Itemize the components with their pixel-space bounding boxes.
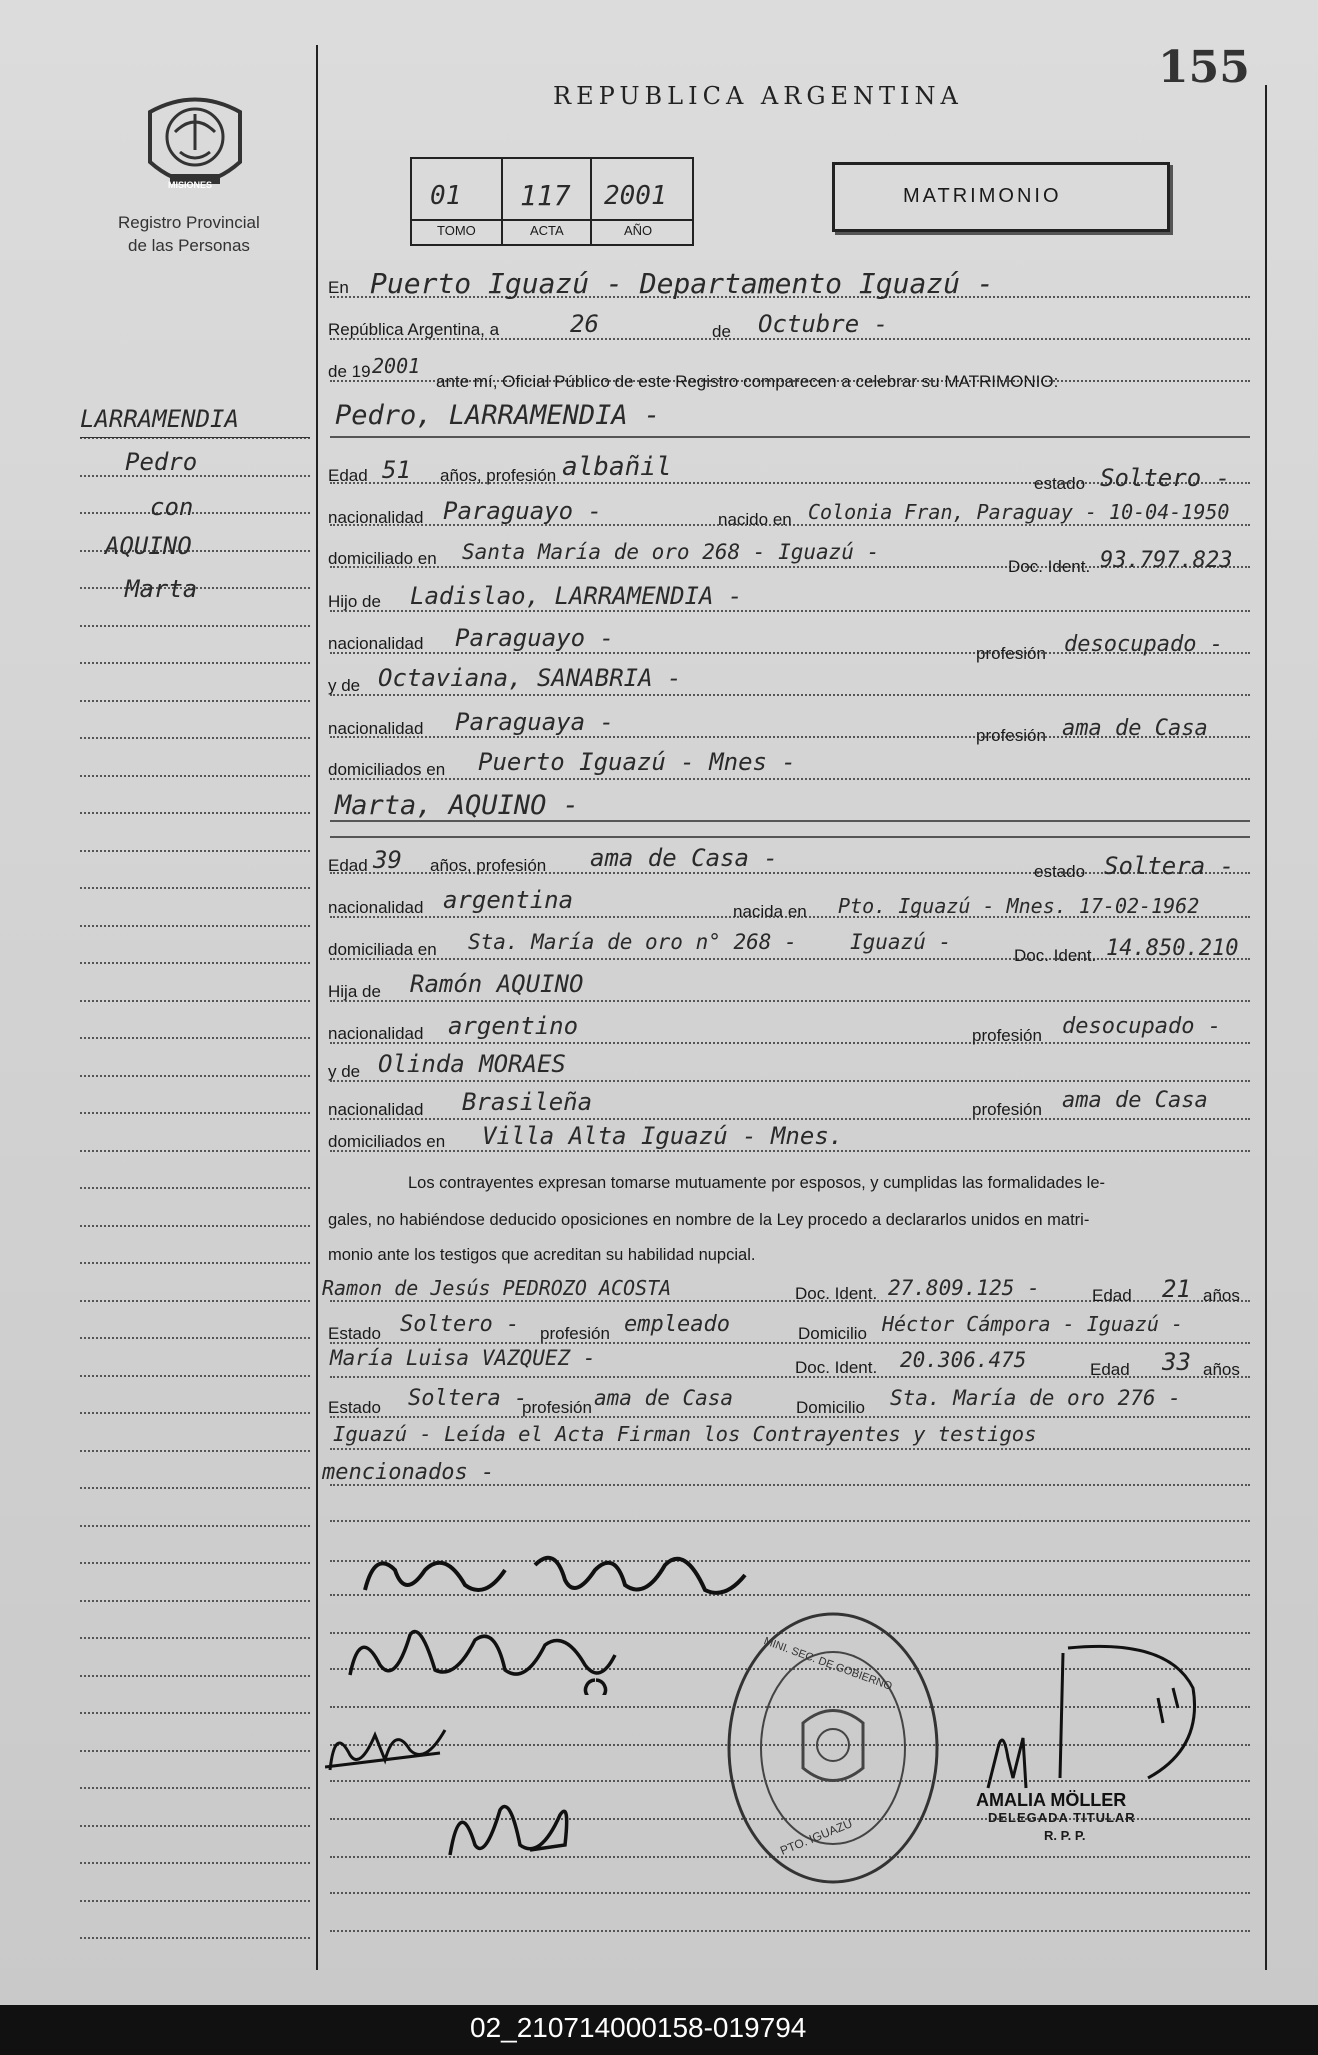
legal-line-2: gales, no habiéndose deducido oposiciones en nombre de la Ley procedo a declararlos unidos en matri- (328, 1211, 1090, 1229)
body-dotted-line (330, 694, 1250, 696)
registry-name-line1: Registro Provincial (118, 213, 260, 232)
registry-name-line2: de las Personas (128, 236, 250, 255)
bride-doc-label: Doc. Ident. (1014, 946, 1097, 965)
witness2-age-label: Edad (1090, 1360, 1130, 1379)
witness1-profession: empleado (624, 1312, 730, 1337)
body-dotted-line (330, 1118, 1250, 1120)
officer-title: DELEGADA TITULAR (988, 1810, 1136, 1825)
margin-dotted-line (80, 1862, 310, 1864)
margin-dotted-line (80, 1150, 310, 1152)
bride-name: Marta, AQUINO - (335, 790, 579, 821)
bride-born-label: nacida en (733, 902, 807, 921)
en-label: En (328, 278, 349, 297)
body-dotted-line (330, 1080, 1250, 1082)
acta-value: 117 (520, 179, 571, 212)
bride-mother-nat-label: nacionalidad (328, 1100, 424, 1119)
margin-dotted-line (80, 887, 310, 889)
bride-address-city: Iguazú - (850, 930, 952, 954)
margin-dotted-line (80, 1712, 310, 1714)
margin-dotted-line (80, 1637, 310, 1639)
groom-doc: 93.797.823 (1100, 548, 1233, 573)
groom-estado-label: estado (1034, 474, 1086, 493)
bride-parents-address-label: domiciliados en (328, 1132, 446, 1151)
body-dotted-line (330, 778, 1250, 780)
witness1-anos-label: años (1203, 1286, 1240, 1305)
body-dotted-line (330, 610, 1250, 612)
margin-dotted-line (80, 737, 310, 739)
bride-mother-label: y de (328, 1062, 361, 1081)
margin-dotted-line (80, 1450, 310, 1452)
margin-dotted-line (80, 1825, 310, 1827)
bride-father-nat: argentino (448, 1012, 579, 1040)
bride-parents-address: Villa Alta Iguazú - Mnes. (482, 1122, 844, 1150)
record-type-label: MATRIMONIO (903, 185, 1062, 207)
margin-dotted-line (80, 1187, 310, 1189)
groom-address: Santa María de oro 268 - Iguazú - (462, 540, 880, 564)
marriage-day: 26 (570, 310, 599, 338)
record-type-box (832, 162, 1170, 232)
groom-nationality-label: nacionalidad (328, 508, 424, 527)
groom-father-nat: Paraguayo - (455, 624, 614, 652)
witness2-estado-label: Estado (328, 1398, 381, 1417)
margin-dotted-line (80, 1337, 310, 1339)
groom-parents-address-label: domiciliados en (328, 760, 446, 779)
body-dotted-line (330, 1000, 1250, 1002)
margin-dotted-line (80, 962, 310, 964)
margin-dotted-line (80, 1037, 310, 1039)
bride-profession: ama de Casa - (590, 844, 778, 872)
margin-dotted-line (80, 1750, 310, 1752)
closing-line-1: Iguazú - Leída el Acta Firman los Contrayentes y testigos (333, 1422, 1037, 1446)
margin-dotted-line (80, 512, 310, 514)
legal-line-1: Los contrayentes expresan tomarse mutuamente por esposos, y cumplidas las formalidades le- (408, 1174, 1106, 1192)
anio-label: AÑO (624, 223, 653, 238)
bride-age-label: Edad (328, 856, 368, 875)
marriage-month: Octubre - (758, 310, 889, 338)
page-number: 155 (1158, 42, 1250, 93)
body-dotted-line (330, 1520, 1250, 1522)
groom-address-label: domiciliado en (328, 549, 437, 568)
groom-nationality: Paraguayo - (443, 497, 602, 525)
witness1-doc: 27.809.125 - (888, 1276, 1040, 1300)
margin-dotted-line (80, 1300, 310, 1302)
margin-dotted-line (80, 1562, 310, 1564)
margin-dotted-line (80, 1225, 310, 1227)
witness1-name: Ramon de Jesús PEDROZO ACOSTA (322, 1276, 672, 1300)
marriage-place: Puerto Iguazú - Departamento Iguazú - (370, 267, 994, 300)
groom-born: Colonia Fran, Paraguay - 10-04-1950 (808, 500, 1230, 524)
seal-inner-text: MINI. SEC. DE GOBIERNO (762, 1635, 894, 1693)
margin-dotted-line (80, 1487, 310, 1489)
witness2-anos-label: años (1203, 1360, 1240, 1379)
closing-line-2: mencionados - (322, 1460, 495, 1485)
margin-dotted-line (80, 1525, 310, 1527)
image-caption: 02_210714000158-019794 (470, 2012, 807, 2043)
document-title: REPUBLICA ARGENTINA (553, 82, 963, 110)
bride-estado: Soltera - (1104, 852, 1235, 880)
republic-label: República Argentina, a (328, 320, 500, 339)
groom-father-nat-label: nacionalidad (328, 634, 424, 653)
bride-mother-nat: Brasileña (462, 1088, 593, 1116)
groom-born-label: nacido en (718, 510, 792, 529)
bride-age: 39 (373, 846, 402, 874)
witness1-age: 21 (1162, 1275, 1191, 1303)
witness2-prof-label: profesión (522, 1398, 592, 1417)
bride-mother: Olinda MORAES (378, 1050, 566, 1078)
bride-profession-label: años, profesión (430, 856, 547, 875)
margin-surname-bride: AQUINO (105, 532, 192, 560)
bride-father-nat-label: nacionalidad (328, 1024, 424, 1043)
officer-signature (968, 1628, 1208, 1803)
margin-surname-groom: LARRAMENDIA (80, 405, 239, 433)
witness2-doc: 20.306.475 (900, 1348, 1027, 1372)
tomo-value: 01 (430, 181, 462, 211)
groom-father-prof: desocupado - (1064, 632, 1223, 657)
margin-dotted-line (80, 1900, 310, 1902)
margin-dotted-line (80, 1075, 310, 1077)
margin-dotted-line (80, 775, 310, 777)
body-dotted-line (330, 1150, 1250, 1152)
officer-office: R. P. P. (1044, 1828, 1086, 1843)
record-number-box (410, 157, 694, 246)
bride-mother-prof: ama de Casa (1062, 1088, 1208, 1113)
acta-label: ACTA (530, 223, 564, 238)
margin-dotted-line (80, 1787, 310, 1789)
seal-bottom-text: PTO. IGUAZU (778, 1816, 855, 1858)
margin-dotted-line (80, 662, 310, 664)
bride-born: Pto. Iguazú - Mnes. 17-02-1962 (838, 894, 1200, 918)
witness1-prof-label: profesión (540, 1324, 610, 1343)
bride-father-label: Hija de (328, 982, 381, 1001)
margin-dotted-line (80, 1375, 310, 1377)
margin-dotted-line (80, 1675, 310, 1677)
groom-parents-address: Puerto Iguazú - Mnes - (478, 748, 796, 776)
margin-underline (80, 437, 310, 438)
body-dotted-line (330, 1892, 1250, 1894)
tomo-label: TOMO (437, 223, 476, 238)
statement: ante mí, Oficial Público de este Registro comparecen a celebrar su MATRIMONIO: (436, 372, 1059, 391)
witness2-doc-label: Doc. Ident. (795, 1358, 878, 1377)
margin-dotted-line (80, 1600, 310, 1602)
body-dotted-line (330, 1416, 1250, 1418)
groom-father: Ladislao, LARRAMENDIA - (410, 582, 743, 610)
witness1-address-label: Domicilio (798, 1324, 867, 1343)
official-seal (723, 1608, 943, 1888)
witness2-address-label: Domicilio (796, 1398, 865, 1417)
groom-name: Pedro, LARRAMENDIA - (335, 400, 661, 431)
legal-line-3: monio ante los testigos que acreditan su habilidad nupcial. (328, 1246, 756, 1264)
witness2-address: Sta. María de oro 276 - (890, 1386, 1181, 1410)
body-dotted-line (330, 436, 1250, 438)
bride-father-prof: desocupado - (1062, 1014, 1221, 1039)
groom-mother-label: y de (328, 676, 361, 695)
margin-name-bride: Marta (125, 575, 198, 603)
witness1-age-label: Edad (1092, 1286, 1132, 1305)
body-dotted-line (330, 836, 1250, 838)
groom-mother-nat: Paraguaya - (455, 708, 614, 736)
bride-address: Sta. María de oro n° 268 - (468, 930, 797, 954)
right-frame-line (1265, 85, 1267, 1970)
groom-age-label: Edad (328, 466, 368, 485)
bride-father-prof-label: profesión (972, 1026, 1042, 1045)
groom-father-label: Hijo de (328, 592, 381, 611)
margin-dotted-line (80, 625, 310, 627)
groom-signature (355, 1540, 755, 1615)
margin-dotted-line (80, 1262, 310, 1264)
groom-mother: Octaviana, SANABRIA - (378, 664, 682, 692)
groom-estado: Soltero - (1100, 464, 1231, 492)
witness2-age: 33 (1162, 1348, 1191, 1376)
groom-profession-label: años, profesión (440, 466, 557, 485)
margin-dotted-line (80, 1000, 310, 1002)
margin-name-groom: Pedro (125, 448, 198, 476)
body-dotted-line (330, 1042, 1250, 1044)
groom-father-prof-label: profesión (976, 644, 1046, 663)
witness2-signature (440, 1785, 580, 1870)
bride-father: Ramón AQUINO (410, 970, 584, 998)
bride-signature (345, 1615, 645, 1700)
witness1-address: Héctor Cámpora - Iguazú - (882, 1312, 1184, 1336)
margin-dotted-line (80, 812, 310, 814)
bride-nationality: argentina (443, 886, 574, 914)
bride-mother-prof-label: profesión (972, 1100, 1042, 1119)
de-label: de (712, 322, 731, 341)
bride-estado-label: estado (1034, 862, 1086, 881)
year-prefix: de 19 (328, 362, 371, 381)
margin-dotted-line (80, 925, 310, 927)
body-dotted-line (330, 1448, 1250, 1450)
margin-dotted-line (80, 700, 310, 702)
body-dotted-line (330, 1342, 1250, 1344)
groom-age: 51 (382, 456, 411, 484)
left-frame-line (316, 45, 318, 1970)
groom-mother-nat-label: nacionalidad (328, 719, 424, 738)
witness1-estado-label: Estado (328, 1324, 381, 1343)
marriage-year: 2001 (372, 354, 421, 378)
witness1-signature (325, 1715, 455, 1780)
bride-nationality-label: nacionalidad (328, 898, 424, 917)
witness1-estado: Soltero - (400, 1312, 520, 1337)
groom-profession: albañil (562, 452, 672, 482)
witness2-estado: Soltera - (408, 1386, 528, 1411)
groom-mother-prof: ama de Casa (1062, 716, 1208, 741)
witness1-doc-label: Doc. Ident. (795, 1284, 878, 1303)
witness2-name: María Luisa VAZQUEZ - (330, 1346, 596, 1370)
groom-doc-label: Doc. Ident. (1008, 557, 1091, 576)
margin-dotted-line (80, 1112, 310, 1114)
officer-name: AMALIA MÖLLER (976, 1790, 1127, 1810)
bride-doc: 14.850.210 (1106, 936, 1239, 961)
margin-dotted-line (80, 1937, 310, 1939)
margin-dotted-line (80, 1412, 310, 1414)
groom-mother-prof-label: profesión (976, 726, 1046, 745)
body-dotted-line (330, 1930, 1250, 1932)
emblem-caption: MISIONES (168, 180, 213, 190)
bride-address-label: domiciliada en (328, 940, 437, 959)
witness2-profession: ama de Casa (594, 1386, 734, 1410)
margin-con: con (150, 493, 194, 521)
margin-dotted-line (80, 850, 310, 852)
anio-value: 2001 (604, 181, 667, 211)
